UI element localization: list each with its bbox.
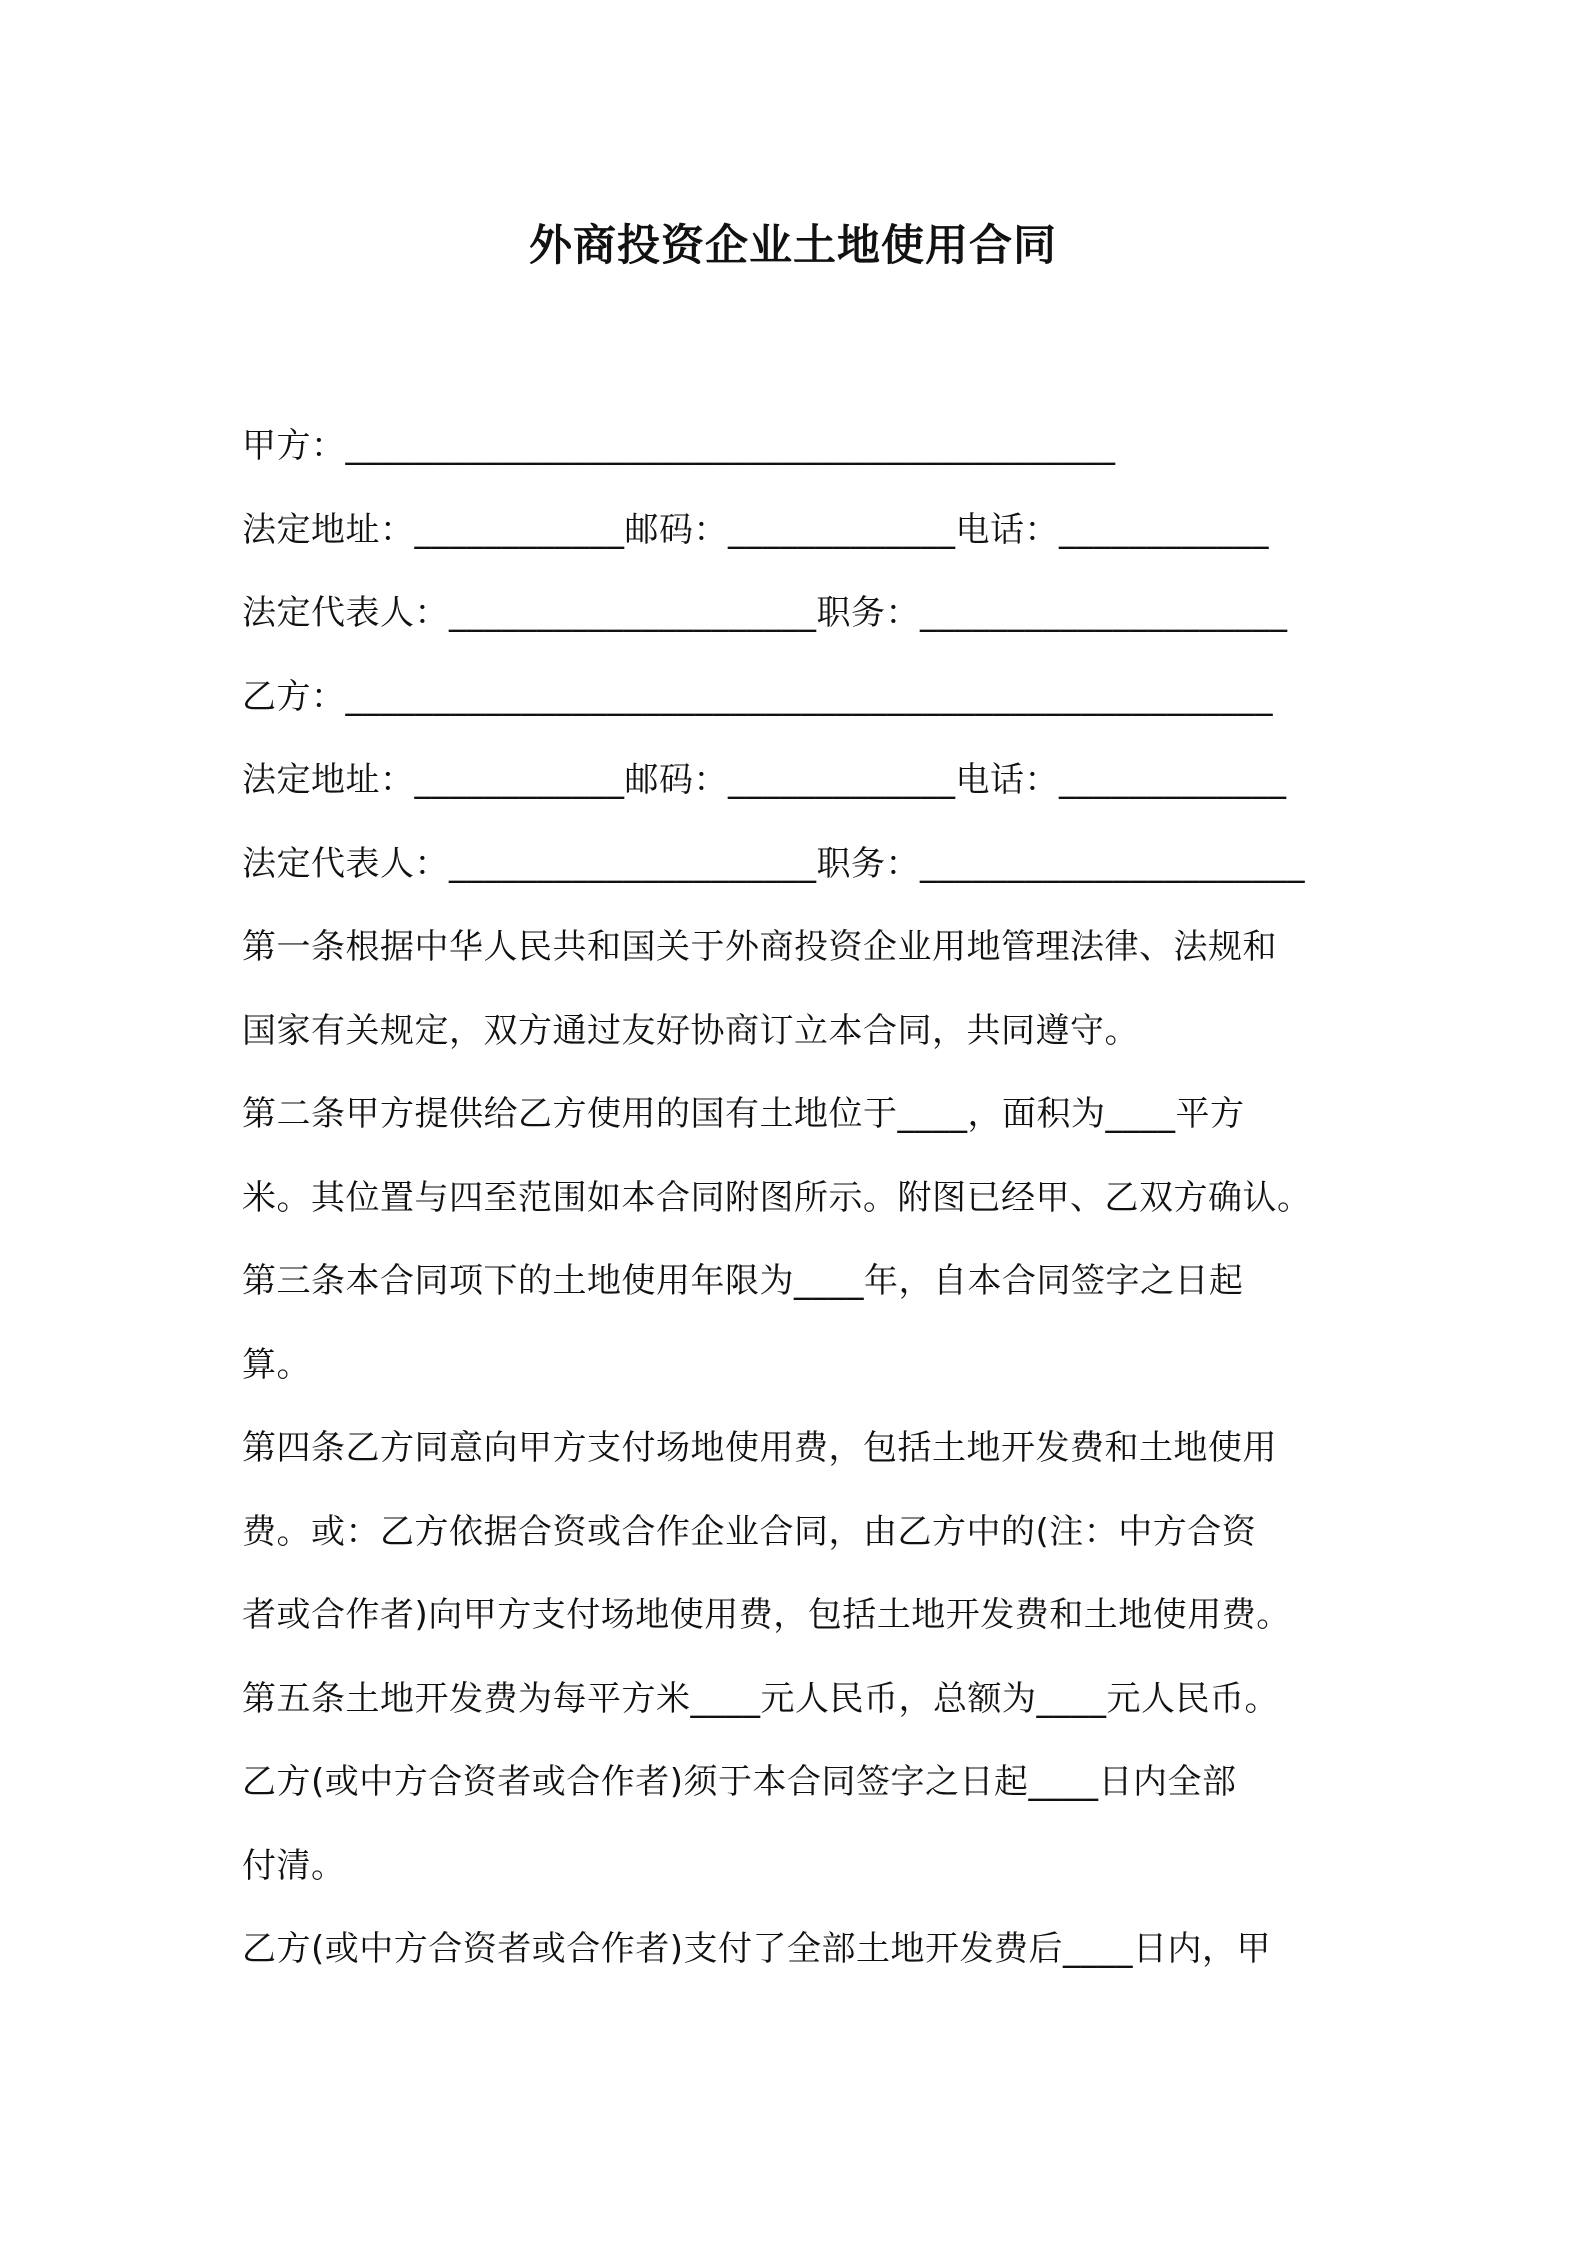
article-1-line-1: 第一条根据中华人民共和国关于外商投资企业用地管理法律、法规和 <box>242 927 1277 967</box>
party-b-address-line: 法定地址：____________邮码：_____________电话：_____________ <box>242 760 1287 800</box>
article-4-line-1: 第四条乙方同意向甲方支付场地使用费，包括土地开发费和土地使用 <box>242 1428 1277 1468</box>
article-5-line-4: 乙方(或中方合资者或合作者)支付了全部土地开发费后____日内，甲 <box>242 1929 1272 1969</box>
article-5-line-1: 第五条土地开发费为每平方米____元人民币，总额为____元人民币。 <box>242 1678 1279 1719</box>
party-a-line: 甲方：____________________________________________ <box>242 426 1116 466</box>
party-a-representative-line: 法定代表人：_____________________职务：_____________________ <box>242 593 1288 633</box>
article-2-line-2: 米。其位置与四至范围如本合同附图所示。附图已经甲、乙双方确认。 <box>242 1177 1312 1218</box>
document-title: 外商投资企业土地使用合同 <box>529 221 1057 271</box>
party-b-representative-line: 法定代表人：_____________________职务：______________________ <box>242 843 1305 884</box>
party-a-address-line: 法定地址：____________邮码：_____________电话：____________ <box>242 509 1269 550</box>
article-4-line-2: 费。或：乙方依据合资或合作企业合同，由乙方中的(注：中方合资 <box>242 1511 1257 1552</box>
document-body <box>242 405 1362 1992</box>
article-3-line-2: 算。 <box>242 1344 311 1385</box>
party-b-line: 乙方：_____________________________________________________ <box>242 676 1273 717</box>
article-2-line-1: 第二条甲方提供给乙方使用的国有土地位于____，面积为____平方 <box>242 1094 1245 1134</box>
article-1-line-2: 国家有关规定，双方通过友好协商订立本合同，共同遵守。 <box>242 1010 1139 1051</box>
article-5-line-2: 乙方(或中方合资者或合作者)须于本合同签字之日起____日内全部 <box>242 1762 1237 1802</box>
article-3-line-1: 第三条本合同项下的土地使用年限为____年，自本合同签字之日起 <box>242 1261 1244 1301</box>
article-5-line-3: 付清。 <box>242 1845 346 1886</box>
article-4-line-3: 者或合作者)向甲方支付场地使用费，包括土地开发费和土地使用费。 <box>242 1595 1291 1635</box>
